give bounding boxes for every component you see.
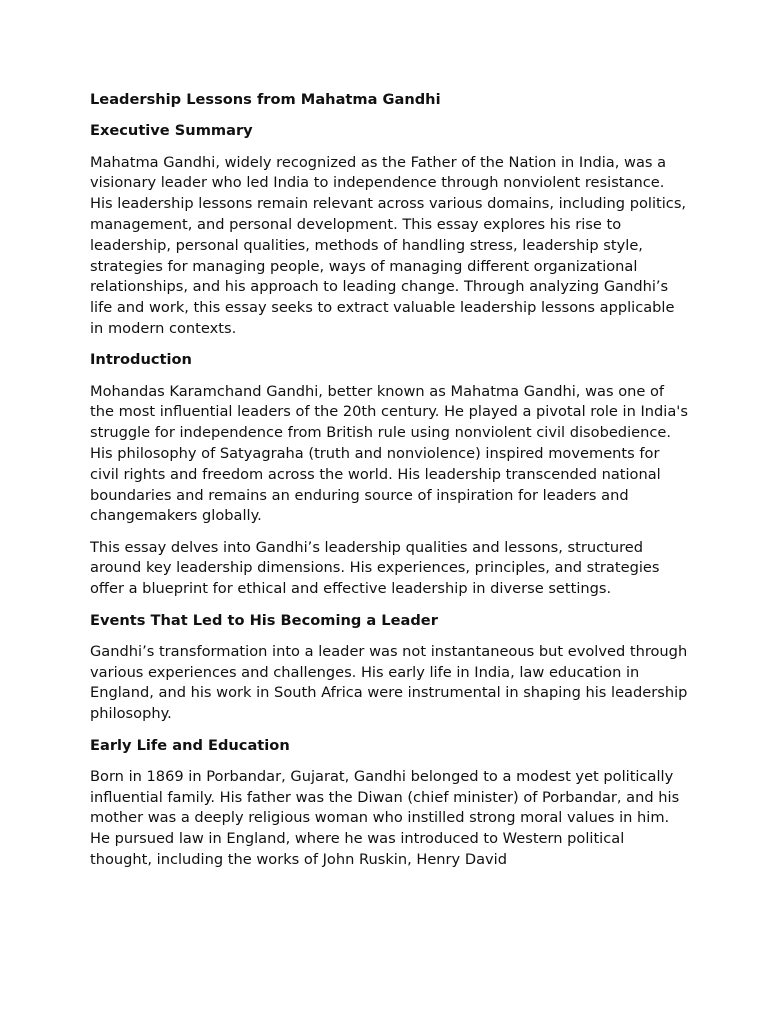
paragraph: Mahatma Gandhi, widely recognized as the Father of the Nation in India, was a visionary leader who led India to independence through nonviolent resistance. His leadership lessons remain relevant across various domains, including politics, management, and personal development. This essay explores his rise to leadership, personal qualities, methods of handling stress, leadership style, strategies for managing people, ways of managing different organizational relationships, and his approach to leading change. Through analyzing Gandhi’s life and work, this essay seeks to extract valuable leadership lessons applicable in modern contexts. — [90, 153, 687, 337]
paragraph: This essay delves into Gandhi’s leadership qualities and lessons, structured around key leadership dimensions. His experiences, principles, and strategies offer a blueprint for ethical and effective leadership in diverse settings. — [90, 538, 660, 598]
paragraph: Born in 1869 in Porbandar, Gujarat, Gandhi belonged to a modest yet politically influential family. His father was the Diwan (chief minister) of Porbandar, and his mother was a deeply religious woman who instilled strong moral values in him. He pursued law in England, where he was introduced to Western political thought, including the works of John Ruskin, Henry David — [90, 767, 680, 868]
section-heading-events: Events That Led to His Becoming a Leader — [90, 611, 438, 629]
section-heading-early-life: Early Life and Education — [90, 736, 290, 754]
document-title: Leadership Lessons from Mahatma Gandhi — [90, 91, 441, 108]
paragraph: Gandhi’s transformation into a leader was not instantaneous but evolved through various experiences and challenges. His early life in India, law education in England, and his work in South Africa were instrumental in shaping his leadership philosophy. — [90, 642, 688, 723]
document-page — [90, 90, 690, 881]
section-heading-introduction: Introduction — [90, 351, 192, 369]
paragraph: Mohandas Karamchand Gandhi, better known as Mahatma Gandhi, was one of the most influential leaders of the 20th century. He played a pivotal role in India's struggle for independence from British rule using nonviolent civil disobedience. His philosophy of Satyagraha (truth and nonviolence) inspired movements for civil rights and freedom across the world. His leadership transcended national boundaries and remains an enduring source of inspiration for leaders and changemakers globally. — [90, 382, 688, 525]
section-heading-executive-summary: Executive Summary — [90, 122, 253, 140]
